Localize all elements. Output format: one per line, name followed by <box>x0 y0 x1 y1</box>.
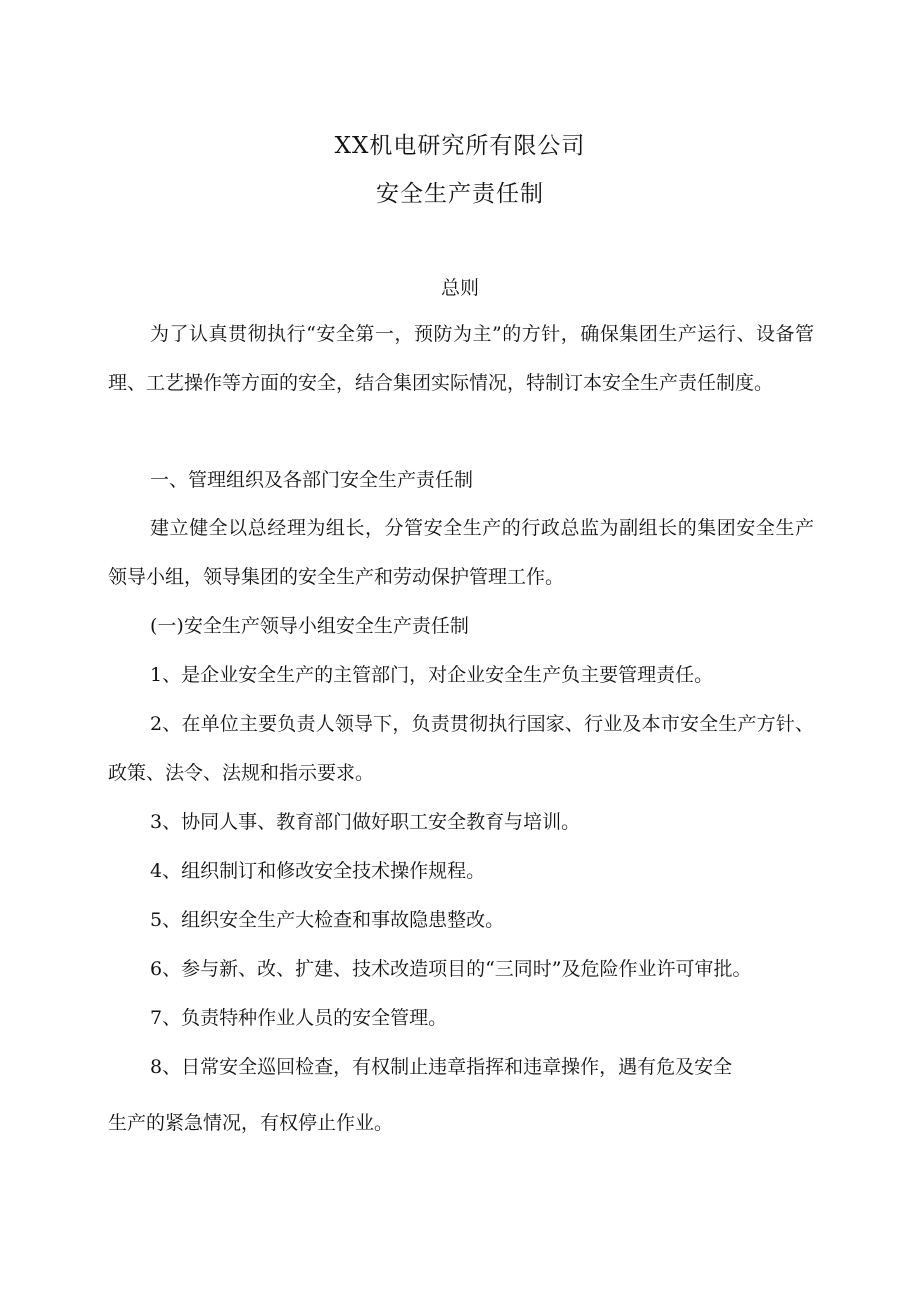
company-title: XX机电研究所有限公司 <box>334 133 586 159</box>
document-title: 安全生产责任制 <box>376 181 544 207</box>
list-item-continuation: 生产的紧急情况，有权停止作业。 <box>108 1112 394 1134</box>
list-item: 1、是企业安全生产的主管部门，对企业安全生产负主要管理责任。 <box>150 664 714 686</box>
general-heading: 总则 <box>440 277 479 299</box>
intro-paragraph: 为了认真贯彻执行“安全第一，预防为主”的方针，确保集团生产运行、设备管理、工艺操作等方面的安全，结合集团实际情况，特制订本安全生产责任制度。 <box>108 323 814 394</box>
list-item: 7、负责特种作业人员的安全管理。 <box>150 1007 448 1029</box>
list-item: 4、组织制订和修改安全技术操作规程。 <box>150 860 486 882</box>
list-item: 3、协同人事、教育部门做好职工安全教育与培训。 <box>150 811 581 833</box>
list-item: 5、组织安全生产大检查和事故隐患整改。 <box>150 909 505 931</box>
list-item: 8、日常安全巡回检查，有权制止违章指挥和违章操作，遇有危及安全 <box>150 1056 733 1078</box>
section-1-paragraph: 建立健全以总经理为组长，分管安全生产的行政总监为副组长的集团安全生产领导小组，领导集团的安全生产和劳动保护管理工作。 <box>108 517 814 588</box>
list-item: 6、参与新、改、扩建、技术改造项目的“三同时”及危险作业许可审批。 <box>150 958 752 980</box>
section-1-heading: 一、管理组织及各部门安全生产责任制 <box>150 469 474 491</box>
list-item: 2、在单位主要负责人领导下，负责贯彻执行国家、行业及本市安全生产方针、政策、法令、法规和指示要求。 <box>108 713 814 784</box>
subsection-1-heading: (一)安全生产领导小组安全生产责任制 <box>150 615 469 637</box>
